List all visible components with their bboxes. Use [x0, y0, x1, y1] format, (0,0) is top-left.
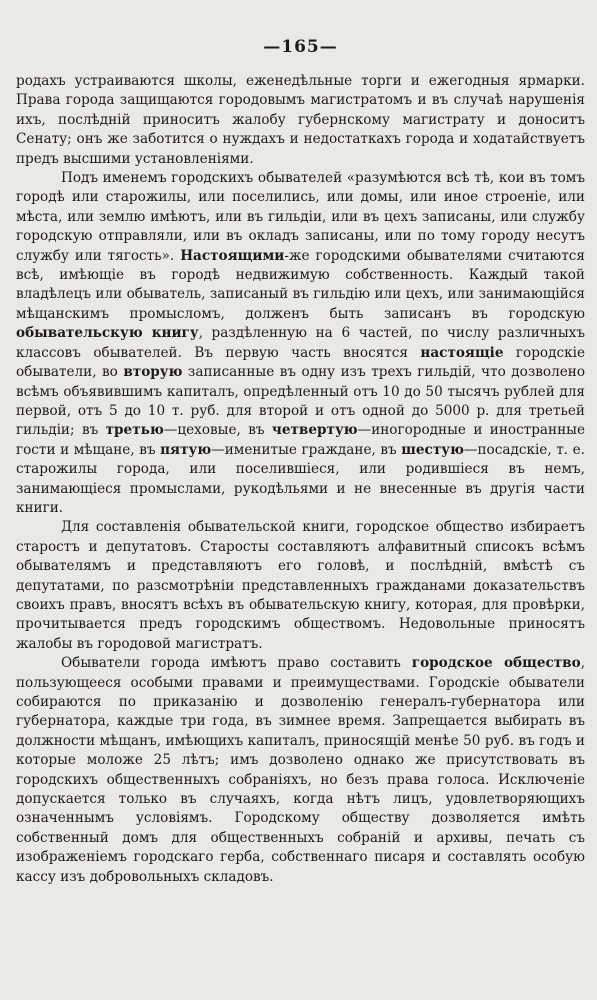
paragraph-2-text-a: Подъ именемъ городскихъ обывателей «разумѣются всѣ тѣ, кои въ томъ городѣ или старожилы, или поселились, или домы, или иное строеніе, или мѣста, или землю имѣютъ, или въ гильдіи, или въ цехъ записаны, или службу городскую отправляли, или въ окладъ записаны, или по тому городу несутъ службу или тягость». — [16, 170, 585, 264]
emphasis-vtoruyu: вторую — [123, 364, 183, 381]
paragraph-2-text-e: записанные въ одну изъ трехъ гильдій, что дозволено всѣмъ объявившимъ капиталъ, опредѣленный отъ 10 до 50 тысячъ рублей для первой, отъ 5 до 10 т. руб. для второй и отъ одной до 5000 р. для третьей гильдіи; въ — [16, 364, 585, 439]
paragraph-3-text: Для составленія обывательской книги, городское общество избираетъ старостъ и депутатовъ. Старосты составляютъ алфавитный списокъ всѣмъ обывателямъ и представляютъ его головѣ, и послѣдній, вмѣстѣ съ депутатами, по разсмотрѣніи представленныхъ гражданами доказательствъ своихъ правъ, вносятъ всѣхъ въ обывательскую книгу, которая, для провѣрки, прочитывается предъ городскимъ обществомъ. Недовольные приносятъ жалобы въ городовой магистратъ. — [16, 519, 585, 652]
emphasis-tretyu: третью — [105, 422, 164, 439]
emphasis-gorodskoe-obshchestvo: городское общество — [411, 655, 581, 672]
paragraph-1 — [16, 72, 585, 169]
paragraph-3 — [16, 518, 585, 654]
paragraph-4 — [16, 654, 585, 887]
paragraph-2-text-c: , раздѣленную на 6 частей, по числу различныхъ классовъ обывателей. Въ первую часть вносятся — [16, 325, 585, 361]
paragraph-4-text-a: Обыватели города имѣютъ право составить — [61, 655, 401, 672]
paragraph-2-text-h: —именитые граждане, въ — [211, 441, 397, 458]
paragraph-2-text-d: городскіе обыватели, во — [16, 344, 585, 381]
paragraph-4-text-b: , пользующееся особыми правами и преимуществами. Городскіе обыватели собираются по приказанію и дозволенію генералъ-губернатора или губернатора, каждые три года, въ зимнее время. Запрещается выбирать въ должности мѣщанъ, имѣющихъ капиталъ, приносящій менѣе 50 руб. въ годъ и которые моложе 25 лѣтъ; имъ дозволено однако же присутствовать въ городскихъ общественныхъ собраніяхъ, но безъ права голоса. Исключеніе допускается только въ случаяхъ, когда нѣтъ лицъ, удовлетворяющихъ означеннымъ условіямъ. Городскому обществу дозволяется имѣть собственный домъ для общественныхъ собраній и архивы, печать съ изображеніемъ городскаго герба, собственнаго писаря и составлять особую кассу изъ добровольныхъ складовъ. — [16, 655, 586, 885]
page-body — [16, 72, 585, 887]
paragraph-2-text-f: —цеховые, въ — [163, 422, 265, 439]
paragraph-2 — [16, 169, 585, 518]
emphasis-pyatuyu: пятую — [160, 441, 212, 458]
paragraph-2-text-i: —посадскіе, т. е. старожилы города, или поселившіеся, или родившіеся въ немъ, занимающіеся промыслами, рукодѣльями и не внесенные въ другія части книги. — [16, 441, 586, 516]
paragraph-2-text-b: -же городскими обывателями считаются всѣ, имѣющіе въ городѣ недвижимую собственность. Каждый такой владѣлецъ или обыватель, записаный въ гильдію или цехъ, или занимающійся мѣщанскимъ промысломъ, долженъ быть записанъ въ городскую — [16, 247, 585, 322]
paragraph-2-text-g: —иногородные и иностранные гости и мѣщане, въ — [16, 422, 585, 458]
emphasis-obyvatelskaya-kniga: обывательскую книгу — [16, 325, 199, 342]
page-number: —165— — [263, 37, 338, 57]
emphasis-nastoyashchie: настоящіе — [420, 344, 504, 361]
emphasis-nastoyashchimi: Настоящими — [180, 247, 285, 264]
emphasis-chetvertuyu: четвертую — [271, 422, 358, 439]
emphasis-shestuyu: шестую — [401, 441, 464, 458]
paragraph-1-text: родахъ устраиваются школы, еженедѣльные торги и ежегодныя ярмарки. Права города защищаются городовымъ магистратомъ и въ случаѣ нарушенія ихъ, послѣдній приноситъ жалобу губернскому магистрату и доноситъ Сенату; онъ же заботится о нуждахъ и недостаткахъ города и ходатайствуетъ предъ высшими установленіями. — [16, 73, 585, 167]
